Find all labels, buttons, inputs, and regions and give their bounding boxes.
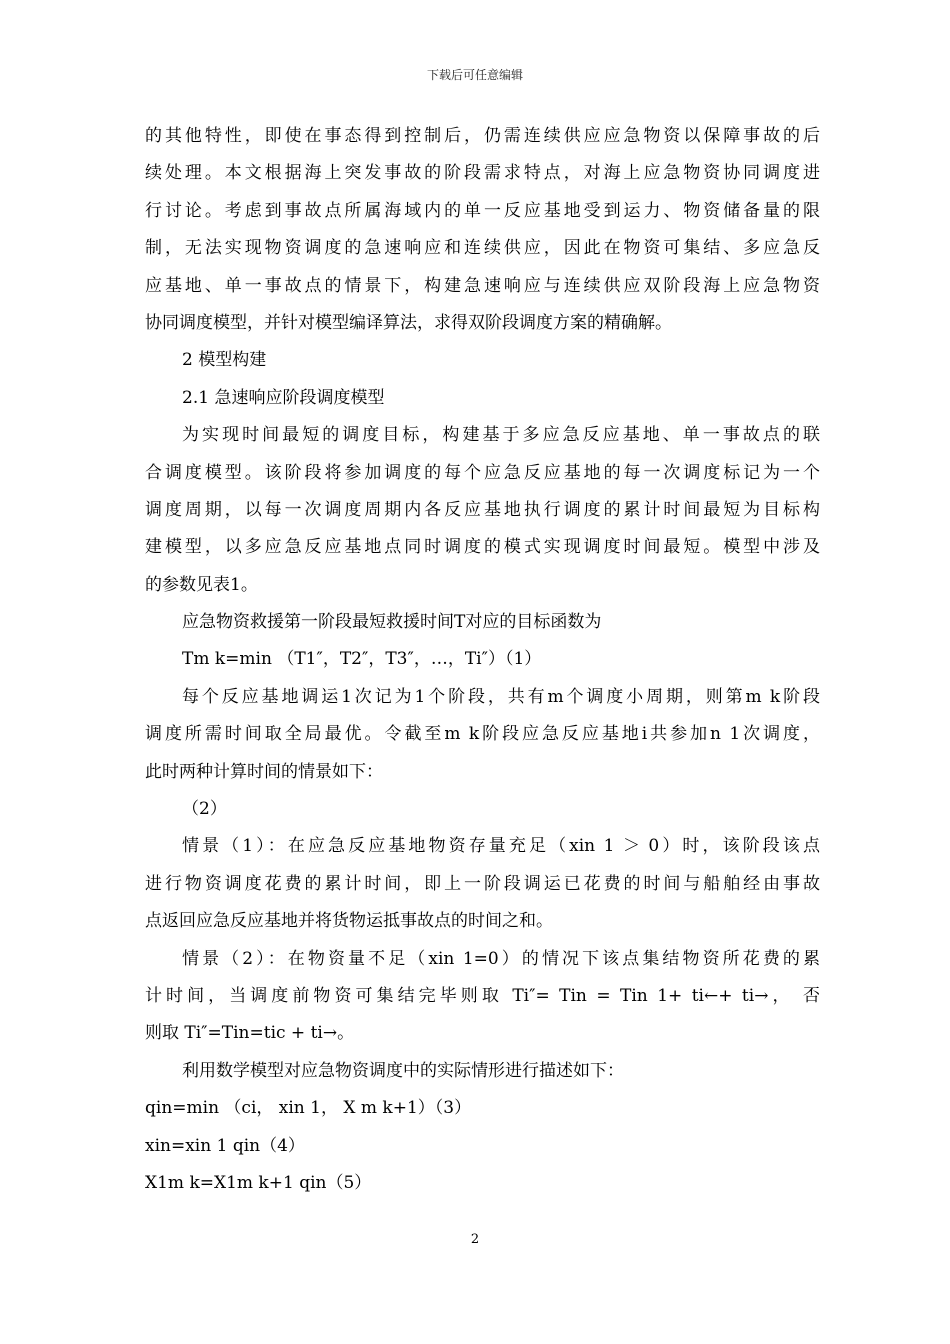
paragraph-line: 进行物资调度花费的累计时间，即上一阶段调运已花费的时间与船舶经由事故: [145, 873, 820, 894]
paragraph-line: 制，无法实现物资调度的急速响应和连续供应，因此在物资可集结、多应急反: [145, 238, 820, 259]
section-heading: 2 模型构建: [182, 350, 267, 371]
formula-line: xin=xin 1 qin（4）: [145, 1135, 305, 1156]
paragraph-line: 合调度模型。该阶段将参加调度的每个应急反应基地的每一次调度标记为一个: [145, 462, 820, 483]
document-body: [145, 118, 820, 1202]
paragraph-line: 调度所需时间取全局最优。令截至m k阶段应急反应基地i共参加n 1次调度，: [145, 724, 820, 745]
paragraph-line: 为实现时间最短的调度目标，构建基于多应急反应基地、单一事故点的联: [182, 425, 820, 446]
paragraph-line: 计时间，当调度前物资可集结完毕则取 Ti″= Tin = Tin 1+ ti←+ ti→， 否: [145, 985, 820, 1006]
paragraph-line: 利用数学模型对应急物资调度中的实际情形进行描述如下：: [182, 1060, 624, 1081]
paragraph-line: 应急物资救援第一阶段最短救援时间T对应的目标函数为: [182, 612, 602, 633]
paragraph-line: 此时两种计算时间的情景如下：: [145, 761, 383, 782]
formula-line: qin=min （ci， xin 1， X m k+1）（3）: [145, 1098, 472, 1119]
paragraph-line: 的参数见表1。: [145, 574, 258, 595]
formula-line: Tm k=min （T1″，T2″，T3″，…，Ti″）（1）: [182, 649, 542, 670]
paragraph-line: 行讨论。考虑到事故点所属海域内的单一反应基地受到运力、物资储备量的限: [145, 200, 820, 221]
paragraph-line: 应基地、单一事故点的情景下，构建急速响应与连续供应双阶段海上应急物资: [145, 275, 820, 296]
paragraph-line: 每个反应基地调运1次记为1个阶段，共有m个调度小周期，则第m k阶段: [182, 686, 820, 707]
subsection-heading: 2.1 急速响应阶段调度模型: [182, 387, 385, 408]
paragraph-line: 建模型，以多应急反应基地点同时调度的模式实现调度时间最短。模型中涉及: [145, 537, 820, 558]
paragraph-line: 则取 Ti″=Tin=tic + ti→。: [145, 1023, 355, 1044]
paragraph-line: 续处理。本文根据海上突发事故的阶段需求特点，对海上应急物资协同调度进: [145, 163, 820, 184]
page-header: 下载后可任意编辑: [426, 68, 523, 82]
formula-line: X1m k=X1m k+1 qin（5）: [145, 1172, 372, 1193]
paragraph-line: 情景（1）：在应急反应基地物资存量充足（xin 1 ＞ 0）时，该阶段该点: [182, 836, 820, 857]
paragraph-line: 情景（2）：在物资量不足（xin 1=0）的情况下该点集结物资所花费的累: [182, 948, 820, 969]
paragraph-line: 点返回应急反应基地并将货物运抵事故点的时间之和。: [145, 911, 553, 932]
paragraph-line: 调度周期，以每一次调度周期内各反应基地执行调度的累计时间最短为目标构: [145, 499, 820, 520]
formula-line: （2）: [182, 799, 227, 820]
page-number: 2: [470, 1232, 480, 1247]
paragraph-line: 协同调度模型，并针对模型编译算法，求得双阶段调度方案的精确解。: [145, 312, 672, 333]
paragraph-line: 的其他特性，即使在事态得到控制后，仍需连续供应应急物资以保障事故的后: [145, 126, 820, 146]
